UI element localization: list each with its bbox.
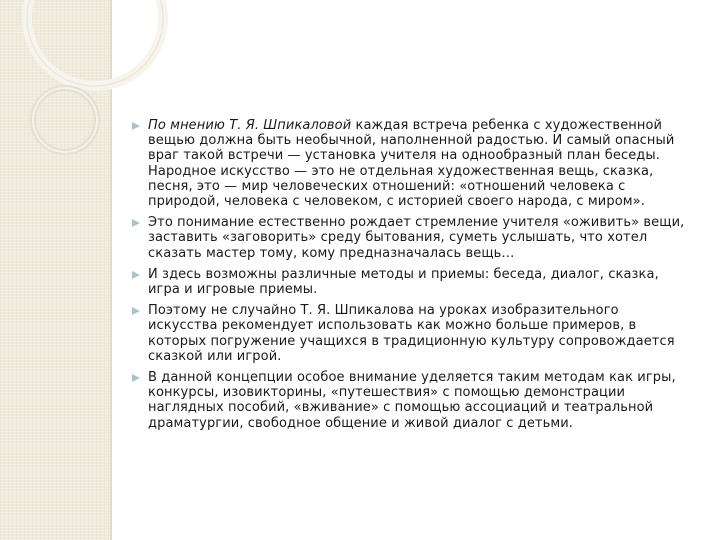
small-circle-highlight <box>33 88 97 152</box>
large-circle <box>27 0 163 86</box>
list-item-text: каждая встреча ребенка с художественной вещью должна быть необычной, наполненной радостью. И самый опасный враг такой встречи — установка учителя на однообразный план беседы. Народное искусство — это не отдельная художественная вещь, сказка, песня, это — мир человеческих отношений: «отношений человека с природой, человека с человеком, с историей своего народа, с миром». <box>148 118 675 210</box>
list-item-text: Поэтому не случайно Т. Я. Шпикалова на уроках изобразительного искусства рекомендует использовать как можно больше примеров, в которых погружение учащихся в традиционную культуру сопровождается сказкой или игрой. <box>148 303 675 364</box>
bullet-list <box>132 118 692 431</box>
triangle-bullet-icon <box>132 219 140 227</box>
triangle-bullet-icon <box>132 307 140 315</box>
list-item-text: И здесь возможны различные методы и приемы: беседа, диалог, сказка, игра и игровые приемы. <box>148 266 659 298</box>
triangle-bullet-icon <box>132 271 140 279</box>
author-reference: По мнению Т. Я. Шпикаловой <box>148 118 352 133</box>
list-item-text: В данной концепции особое внимание уделяется таким методам как игры, конкурсы, изовикторины, «путешествия» с помощью демонстрации наглядных пособий, «вживание» с помощью ассоциаций и театральной драматургии, свободное общение и живой диалог с детьми. <box>148 370 676 431</box>
list-item <box>132 118 692 209</box>
triangle-bullet-icon <box>132 122 140 130</box>
list-item <box>132 215 692 261</box>
list-item <box>132 303 692 364</box>
triangle-bullet-icon <box>132 374 140 382</box>
list-item <box>132 267 692 297</box>
list-item <box>132 370 692 431</box>
slide-content <box>132 118 692 437</box>
list-item-text: Это понимание естественно рождает стремление учителя «оживить» вещи, заставить «заговорить» среду бытования, суметь услышать, что хотел сказать мастер тому, кому предназначалась вещь… <box>148 215 685 261</box>
